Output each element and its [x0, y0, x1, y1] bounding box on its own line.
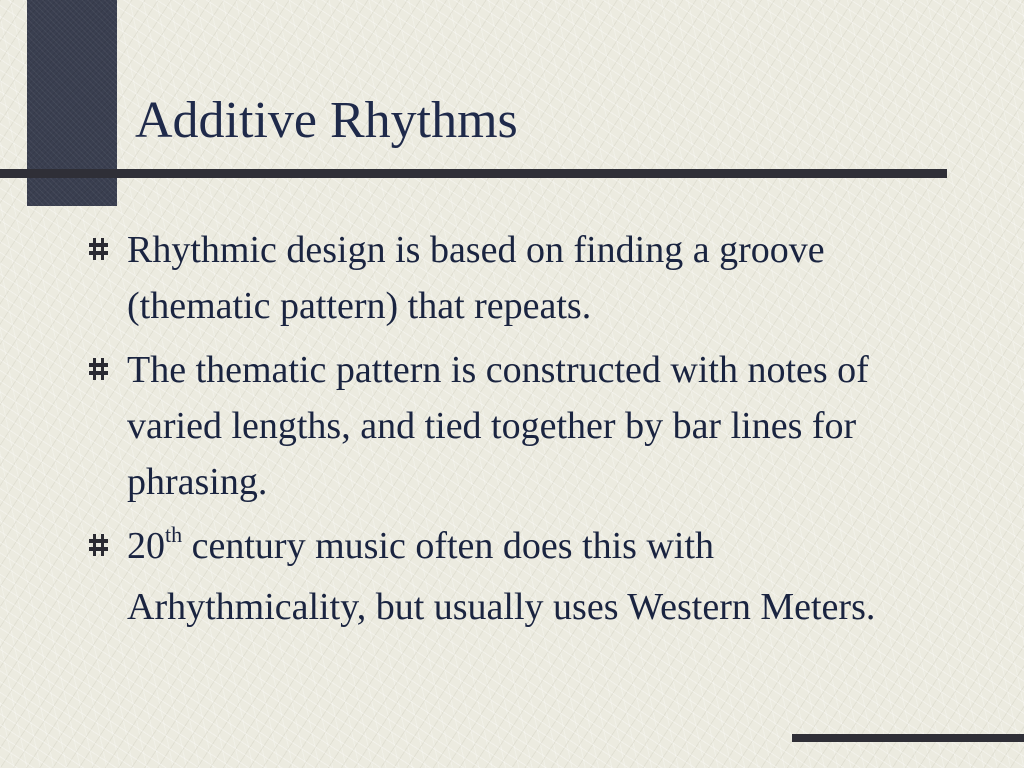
- hash-bullet-icon: [88, 532, 110, 558]
- hash-bullet-icon: [88, 236, 110, 262]
- slide-title: Additive Rhythms: [135, 92, 518, 149]
- footer-accent-bar: [792, 734, 1024, 742]
- bullet-text: century music often does this with Arhythmicality, but usually uses Western Meters.: [127, 525, 876, 628]
- bullet-text: The thematic pattern is constructed with notes of varied lengths, and tied together by bar lines for phrasing.: [127, 349, 869, 503]
- bullet-text: Rhythmic design is based on finding a groove (thematic pattern) that repeats.: [127, 229, 825, 327]
- bullet-item: [88, 222, 948, 334]
- bullet-list: [88, 222, 948, 643]
- bullet-number: 20: [127, 525, 165, 567]
- title-underline-bar: [0, 169, 947, 178]
- bullet-item: [88, 518, 948, 635]
- bullet-item: [88, 342, 948, 510]
- ordinal-superscript: th: [165, 522, 183, 547]
- hash-bullet-icon: [88, 356, 110, 382]
